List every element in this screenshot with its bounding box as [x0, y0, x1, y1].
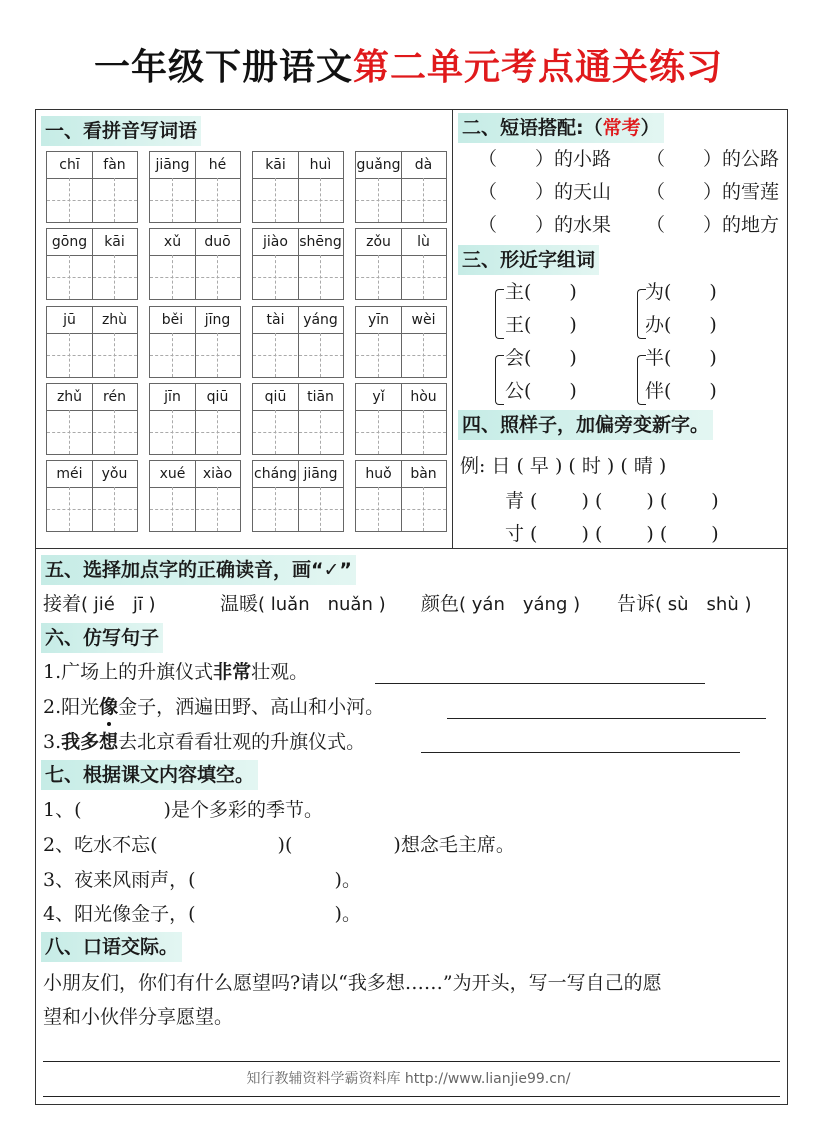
pinyin-box[interactable]	[46, 151, 138, 223]
pinyin-box[interactable]	[46, 306, 138, 378]
pinyin-syllable: huì	[309, 157, 332, 173]
pinyin-syllable: jiāng	[155, 157, 190, 173]
pron-2	[220, 589, 386, 620]
grid-guide	[253, 277, 343, 278]
pinyin-box[interactable]	[252, 306, 344, 378]
pinyin-syllable: duō	[204, 234, 231, 250]
grid-divider	[92, 461, 93, 531]
similar-3a: 会( )	[505, 347, 577, 369]
pron-1	[43, 589, 156, 620]
grid-guide	[150, 277, 240, 278]
sec3-heading: 三、形近字组词	[458, 245, 599, 275]
grid-divider	[401, 152, 402, 222]
pron-3-pinyin: ( yán yáng )	[459, 594, 581, 615]
grid-divider	[298, 461, 299, 531]
pinyin-syllable: zhù	[101, 312, 128, 328]
grid-guide	[47, 200, 137, 201]
pinyin-syllable: yǒu	[101, 466, 128, 482]
grid-guide	[114, 255, 115, 299]
similar-4a: 半( )	[645, 347, 717, 369]
pinyin-syllable: jiào	[263, 234, 288, 250]
grid-divider	[401, 307, 402, 377]
grid-guide	[172, 410, 173, 454]
pinyin-syllable: xiào	[202, 466, 233, 482]
fill-3: 3、夜来风雨声，( )。	[43, 869, 361, 891]
sec2-heading-a: 二、短语搭配:（	[462, 117, 603, 139]
imitate-3-keyword: 我多想	[61, 731, 119, 753]
grid-rule	[356, 178, 446, 179]
pinyin-syllable: yīn	[367, 312, 390, 328]
grid-rule	[150, 178, 240, 179]
phrase-3-right: （ ）的地方	[646, 214, 780, 236]
similar-1b: 王( )	[505, 314, 577, 336]
imitate-2	[43, 692, 384, 722]
grid-guide	[356, 200, 446, 201]
similar-4b: 伴( )	[645, 380, 717, 402]
pinyin-syllable: huǒ	[365, 466, 392, 482]
sec7-heading: 七、根据课文内容填空。	[41, 760, 258, 790]
grid-guide	[356, 509, 446, 510]
footer-watermark: 知行教辅资料学霸资料库 http://www.lianjie99.cn/	[246, 1071, 571, 1087]
grid-rule	[356, 333, 446, 334]
grid-divider	[195, 461, 196, 531]
answer-line-2[interactable]	[447, 718, 766, 719]
grid-guide	[253, 509, 343, 510]
pinyin-syllable: gōng	[51, 234, 88, 250]
grid-rule	[253, 255, 343, 256]
grid-rule	[356, 255, 446, 256]
fill-1: 1、( )是个多彩的季节。	[43, 799, 323, 821]
sec2-heading-b: ）	[640, 117, 660, 139]
grid-divider	[92, 307, 93, 377]
grid-rule	[150, 410, 240, 411]
grid-guide	[275, 333, 276, 377]
phrase-3-left: （ ）的水果	[478, 214, 612, 236]
writing-line-2[interactable]	[43, 1096, 780, 1097]
grid-guide	[114, 410, 115, 454]
grid-divider	[195, 229, 196, 299]
pron-3	[421, 589, 580, 620]
grid-guide	[69, 178, 70, 222]
grid-rule	[253, 333, 343, 334]
pinyin-box[interactable]	[355, 306, 447, 378]
pinyin-box[interactable]	[252, 228, 344, 300]
grid-guide	[423, 487, 424, 531]
similar-3b: 公( )	[505, 380, 577, 402]
grid-guide	[114, 178, 115, 222]
pinyin-box[interactable]	[46, 460, 138, 532]
grid-divider	[92, 229, 93, 299]
grid-guide	[378, 487, 379, 531]
sec1-heading: 一、看拼音写词语	[41, 116, 201, 146]
grid-guide	[423, 178, 424, 222]
grid-divider	[195, 307, 196, 377]
grid-guide	[253, 432, 343, 433]
imitate-2-c: 金子，洒遍田野、高山和小河。	[118, 696, 385, 718]
sec4-heading: 四、照样子，加偏旁变新字。	[458, 410, 713, 440]
sec6-heading: 六、仿写句子	[41, 623, 163, 653]
grid-rule	[253, 410, 343, 411]
fill-2: 2、吃水不忘( )( )想念毛主席。	[43, 834, 515, 856]
phrase-2-right: （ ）的雪莲	[646, 181, 780, 203]
pinyin-box[interactable]	[46, 383, 138, 455]
pinyin-box[interactable]	[355, 383, 447, 455]
oral-prompt-line2: 望和小伙伴分享愿望。	[43, 1006, 234, 1028]
pinyin-box[interactable]	[149, 460, 241, 532]
pinyin-syllable: shēng	[299, 234, 342, 250]
title-red: 第二单元考点通关练习	[353, 47, 724, 88]
grid-guide	[114, 333, 115, 377]
grid-guide	[217, 487, 218, 531]
grid-rule	[253, 487, 343, 488]
grid-guide	[378, 333, 379, 377]
grid-guide	[423, 333, 424, 377]
grid-divider	[401, 384, 402, 454]
grid-rule	[47, 178, 137, 179]
grid-guide	[172, 178, 173, 222]
grid-guide	[47, 509, 137, 510]
phrase-1-left: （ ）的小路	[478, 148, 612, 170]
pron-1-pinyin: ( jié jī )	[81, 594, 156, 615]
grid-divider	[195, 384, 196, 454]
pinyin-syllable: lù	[417, 234, 430, 250]
pinyin-syllable: běi	[161, 312, 184, 328]
pinyin-syllable: kāi	[104, 234, 125, 250]
grid-guide	[69, 487, 70, 531]
pinyin-syllable: yáng	[303, 312, 338, 328]
grid-rule	[356, 410, 446, 411]
pron-4-word: 告诉	[617, 593, 656, 615]
radical-example: 例: 日 ( 早 ) ( 时 ) ( 晴 )	[460, 455, 667, 477]
grid-guide	[69, 333, 70, 377]
radical-row-qing: 青 ( ) ( ) ( )	[505, 490, 719, 512]
grid-rule	[47, 410, 137, 411]
grid-guide	[69, 255, 70, 299]
grid-guide	[275, 410, 276, 454]
pinyin-syllable: cháng	[254, 466, 297, 482]
grid-rule	[150, 255, 240, 256]
grid-guide	[423, 410, 424, 454]
sec2-heading-red: 常考	[602, 117, 641, 139]
pinyin-syllable: guǎng	[356, 157, 401, 173]
imitate-1-c: 壮观。	[251, 661, 309, 683]
pinyin-box[interactable]	[149, 383, 241, 455]
radical-row-cun: 寸 ( ) ( ) ( )	[505, 523, 719, 545]
grid-guide	[217, 255, 218, 299]
grid-guide	[150, 509, 240, 510]
pinyin-box[interactable]	[355, 228, 447, 300]
pinyin-box[interactable]	[355, 151, 447, 223]
pinyin-syllable: hòu	[410, 389, 437, 405]
grid-divider	[92, 384, 93, 454]
imitate-3-c: 去北京看看壮观的升旗仪式。	[118, 731, 366, 753]
grid-divider	[92, 152, 93, 222]
grid-guide	[320, 333, 321, 377]
imitate-1-keyword: 非常	[213, 661, 252, 683]
grid-rule	[150, 487, 240, 488]
imitate-2-keyword: 像	[99, 692, 118, 722]
grid-guide	[47, 277, 137, 278]
pinyin-syllable: fàn	[103, 157, 126, 173]
fill-4: 4、阳光像金子，( )。	[43, 903, 361, 925]
grid-guide	[275, 178, 276, 222]
grid-rule	[47, 333, 137, 334]
grid-guide	[356, 277, 446, 278]
pron-4-pinyin: ( sù shù )	[655, 594, 752, 615]
pron-1-word: 接着	[43, 593, 82, 615]
pinyin-syllable: jū	[63, 312, 76, 328]
imitate-2-a: 2.阳光	[43, 696, 100, 718]
grid-divider	[298, 384, 299, 454]
answer-line-1[interactable]	[375, 683, 705, 684]
pron-4	[617, 589, 751, 620]
pinyin-syllable: jīn	[164, 389, 181, 405]
grid-rule	[47, 487, 137, 488]
grid-divider	[401, 229, 402, 299]
grid-divider	[401, 461, 402, 531]
imitate-3-a: 3.	[43, 731, 62, 753]
grid-guide	[378, 178, 379, 222]
grid-guide	[114, 487, 115, 531]
pinyin-syllable: xué	[159, 466, 186, 482]
grid-divider	[298, 229, 299, 299]
similar-2b: 办( )	[645, 314, 717, 336]
grid-guide	[320, 255, 321, 299]
grid-guide	[356, 432, 446, 433]
grid-guide	[356, 355, 446, 356]
grid-guide	[320, 487, 321, 531]
pinyin-syllable: chī	[59, 157, 80, 173]
grid-guide	[275, 487, 276, 531]
pinyin-box[interactable]	[149, 306, 241, 378]
grid-guide	[378, 410, 379, 454]
sec2-heading	[458, 113, 664, 143]
grid-rule	[356, 487, 446, 488]
pinyin-box[interactable]	[149, 228, 241, 300]
grid-guide	[320, 410, 321, 454]
answer-line-3[interactable]	[421, 752, 740, 753]
grid-rule	[47, 255, 137, 256]
grid-guide	[150, 355, 240, 356]
grid-divider	[298, 307, 299, 377]
phrase-1-right: （ ）的公路	[646, 148, 780, 170]
column-divider	[452, 109, 453, 549]
pinyin-box[interactable]	[252, 151, 344, 223]
pinyin-syllable: dà	[414, 157, 433, 173]
pinyin-syllable: yǐ	[372, 389, 385, 405]
grid-guide	[150, 432, 240, 433]
writing-line-1[interactable]	[43, 1061, 780, 1062]
pinyin-box[interactable]	[355, 460, 447, 532]
grid-rule	[150, 333, 240, 334]
page-title	[0, 40, 817, 96]
imitate-1	[43, 657, 308, 687]
pinyin-syllable: rén	[103, 389, 126, 405]
grid-guide	[320, 178, 321, 222]
pinyin-syllable: hé	[208, 157, 227, 173]
grid-divider	[298, 152, 299, 222]
similar-2a: 为( )	[645, 281, 717, 303]
grid-guide	[217, 333, 218, 377]
pron-2-pinyin: ( luǎn nuǎn )	[258, 594, 386, 615]
grid-guide	[150, 200, 240, 201]
pinyin-syllable: qiū	[264, 389, 287, 405]
imitate-1-a: 1.广场上的升旗仪式	[43, 661, 214, 683]
pinyin-syllable: qiū	[206, 389, 229, 405]
pinyin-syllable: jīng	[204, 312, 231, 328]
pinyin-syllable: jiāng	[303, 466, 338, 482]
grid-guide	[423, 255, 424, 299]
pinyin-box[interactable]	[252, 383, 344, 455]
oral-prompt-line1: 小朋友们，你们有什么愿望吗?请以“我多想……”为开头，写一写自己的愿	[43, 972, 662, 994]
sec5-heading: 五、选择加点字的正确读音，画“✓”	[41, 555, 356, 585]
similar-1a: 主( )	[505, 281, 577, 303]
pinyin-syllable: bàn	[410, 466, 437, 482]
grid-guide	[217, 410, 218, 454]
pinyin-box[interactable]	[149, 151, 241, 223]
brace-1	[495, 289, 504, 339]
grid-guide	[275, 255, 276, 299]
pinyin-syllable: zhǔ	[56, 389, 83, 405]
pron-3-word: 颜色	[421, 593, 460, 615]
grid-guide	[47, 355, 137, 356]
pinyin-box[interactable]	[46, 228, 138, 300]
pinyin-syllable: wèi	[411, 312, 436, 328]
pinyin-syllable: kāi	[265, 157, 286, 173]
sec8-heading: 八、口语交际。	[41, 932, 182, 962]
pinyin-syllable: xǔ	[163, 234, 182, 250]
grid-guide	[69, 410, 70, 454]
grid-divider	[195, 152, 196, 222]
grid-guide	[217, 178, 218, 222]
pinyin-syllable: méi	[56, 466, 83, 482]
imitate-3	[43, 727, 365, 757]
pinyin-syllable: tài	[266, 312, 285, 328]
grid-guide	[47, 432, 137, 433]
pinyin-syllable: zǒu	[366, 234, 391, 250]
pinyin-syllable: tiān	[307, 389, 334, 405]
title-black: 一年级下册语文	[93, 47, 353, 88]
grid-guide	[172, 487, 173, 531]
grid-guide	[253, 355, 343, 356]
pinyin-box[interactable]	[252, 460, 344, 532]
grid-guide	[172, 333, 173, 377]
pron-2-word: 温暖	[220, 593, 259, 615]
phrase-2-left: （ ）的天山	[478, 181, 612, 203]
grid-rule	[253, 178, 343, 179]
brace-3	[495, 355, 504, 405]
grid-guide	[253, 200, 343, 201]
grid-guide	[172, 255, 173, 299]
grid-guide	[378, 255, 379, 299]
